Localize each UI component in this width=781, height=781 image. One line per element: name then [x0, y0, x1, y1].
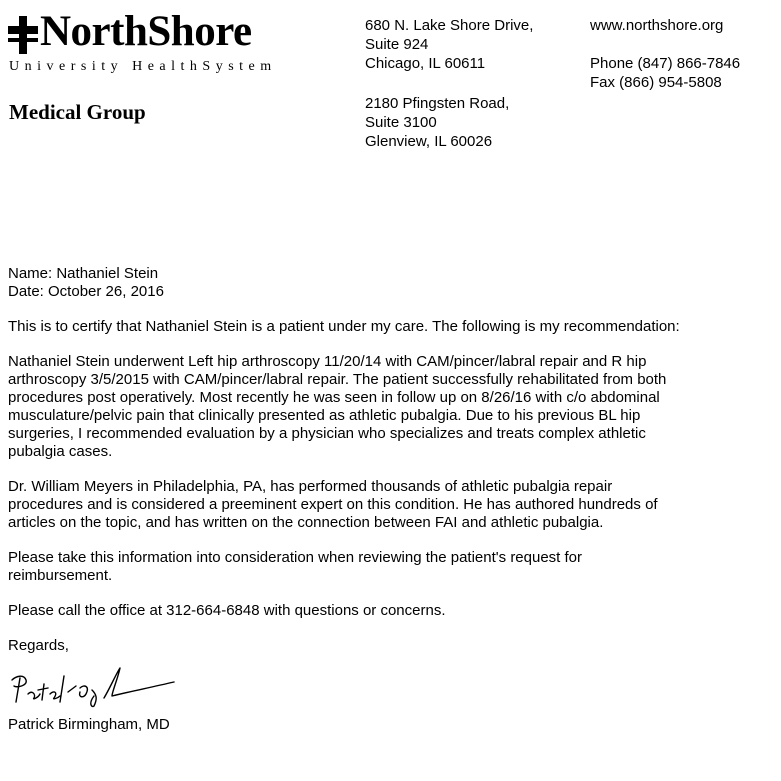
- closing: Regards,: [8, 637, 69, 654]
- patient-name: Name: Nathaniel Stein: [8, 265, 159, 282]
- certify-statement: This is to certify that Nathaniel Stein is a patient under my care. The following is my recommendation:: [8, 318, 680, 335]
- paragraph-contact: Please call the office at 312-664-6848 with questions or concerns.: [8, 602, 446, 619]
- contact-info: [590, 16, 740, 92]
- paragraph-history: Nathaniel Stein underwent Left hip arthroscopy 11/20/14 with CAM/pincer/labral repair and R hip arthroscopy 3/5/2015 with CAM/pincer/labral repair. The patient successfully rehabilitated from both procedures post operatively. Most recently he was seen in follow up on 8/26/16 with c/o abdominal musculature/pelvic pain that clinically presented as athletic pubalgia. Due to his previous BL hip surgeries, I recommended evaluation by a physician who specializes and treats complex athletic pubalgia cases.: [8, 353, 667, 460]
- address-lake-shore: [365, 16, 533, 73]
- letter-date: Date: October 26, 2016: [8, 283, 164, 300]
- letter-body: [8, 265, 778, 734]
- handwritten-signature: [8, 664, 178, 708]
- address-pfingsten: [365, 94, 509, 151]
- address-line: 2180 Pfingsten Road,: [365, 95, 510, 112]
- paragraph-referral: Dr. William Meyers in Philadelphia, PA, has performed thousands of athletic pubalgia repair procedures and is considered a preeminent expert on this condition. He has authored hundreds of articles on the topic, and has written on the connection between FAI and athletic pubalgia.: [8, 478, 658, 531]
- northshore-cross-logo-icon: [8, 16, 38, 54]
- patient-header: [8, 265, 778, 301]
- paragraph-reimbursement: Please take this information into consideration when reviewing the patient's request for reimbursement.: [8, 549, 583, 584]
- division-name: Medical Group: [9, 100, 146, 124]
- address-line: Suite 3100: [365, 114, 437, 131]
- address-line: Suite 924: [365, 36, 429, 53]
- logo-wordmark: NorthShore: [40, 8, 252, 55]
- letterhead: [0, 0, 781, 200]
- logo-subtitle: University HealthSystem: [9, 59, 277, 74]
- address-line: Chicago, IL 60611: [365, 55, 486, 72]
- phone-number: Phone (847) 866-7846: [590, 55, 741, 72]
- address-line: 680 N. Lake Shore Drive,: [365, 17, 534, 34]
- website: www.northshore.org: [590, 17, 724, 34]
- fax-number: Fax (866) 954-5808: [590, 74, 722, 91]
- signer-name: Patrick Birmingham, MD: [8, 716, 170, 733]
- address-line: Glenview, IL 60026: [365, 133, 493, 150]
